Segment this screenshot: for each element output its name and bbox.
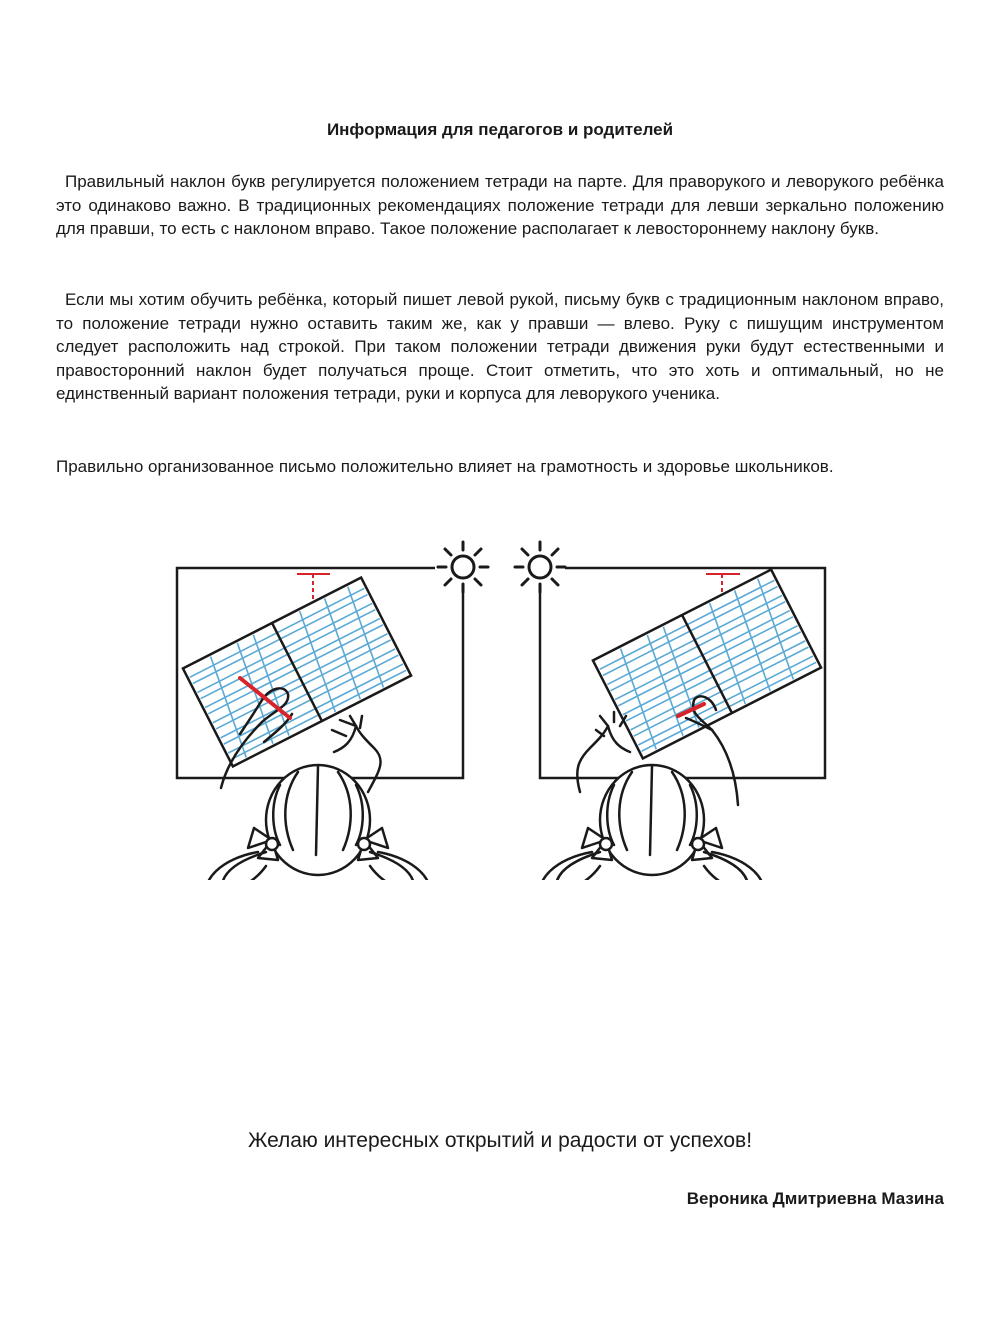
paragraph-2: Если мы хотим обучить ребёнка, который пишет левой рукой, письму букв с традиционным наклоном вправо, то положение тетради нужно оставить таким же, как у правши — влево. Руку с пишущим инструментом следует расположить над строкой. При таком положении тетради движения руки будут естественными и правосторонний наклон будет получаться проще. Стоит отметить, что это хоть и оптимальный, но не единственный вариант положения тетради, руки и корпуса для леворукого ученика. [56,290,944,403]
page-title: Информация для педагогов и родителей [326,120,674,139]
notebook-icon [183,578,411,767]
closing-wish: Желаю интересных открытий и радости от успехов! [247,1129,753,1152]
author-signature: Вероника Дмитриевна Мазина [686,1189,944,1208]
child-icon [206,765,430,880]
right-handed-panel [177,542,488,880]
child-icon [540,765,764,880]
sun-icon [438,542,488,592]
notebook-icon [593,570,821,759]
left-handed-panel [515,542,825,880]
paragraph-3: Правильно организованное письмо положительно влияет на грамотность и здоровье школьников. [56,457,834,476]
sun-icon [515,542,565,592]
paragraph-1: Правильный наклон букв регулируется положением тетради на парте. Для праворукого и леворукого ребёнка это одинаково важно. В традиционных рекомендациях положение тетради для левши зеркально положению для правши, то есть с наклоном вправо. Такое положение располагает к левостороннему наклону букв. [56,172,944,238]
desk-position-illustration [170,535,835,880]
